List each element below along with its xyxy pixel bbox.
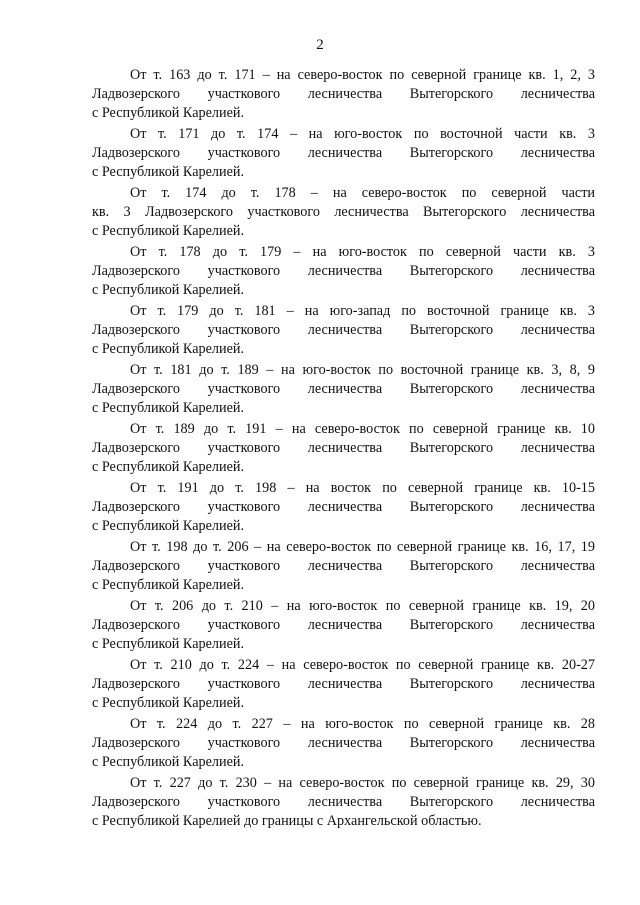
boundary-paragraph [92, 774, 595, 831]
paragraph-line: Ладвозерского участкового лесничества Вытегорского лесничества [92, 381, 595, 397]
paragraph-line: От т. 179 до т. 181 – на юго-запад по восточной границе кв. 3 [130, 303, 595, 319]
document-body [92, 66, 595, 833]
boundary-paragraph [92, 302, 595, 359]
paragraph-line: Ладвозерского участкового лесничества Вытегорского лесничества [92, 617, 595, 633]
paragraph-line: Ладвозерского участкового лесничества Вытегорского лесничества [92, 322, 595, 338]
paragraph-line: От т. 210 до т. 224 – на северо-восток по северной границе кв. 20-27 [130, 657, 595, 673]
boundary-paragraph [92, 479, 595, 536]
paragraph-line: Ладвозерского участкового лесничества Вытегорского лесничества [92, 86, 595, 102]
boundary-paragraph [92, 184, 595, 241]
paragraph-line: От т. 191 до т. 198 – на восток по северной границе кв. 10-15 [130, 480, 595, 496]
paragraph-line: От т. 181 до т. 189 – на юго-восток по восточной границе кв. 3, 8, 9 [130, 362, 595, 378]
paragraph-line: с Республикой Карелией. [92, 223, 245, 239]
paragraph-line: От т. 206 до т. 210 – на юго-восток по северной границе кв. 19, 20 [130, 598, 595, 614]
paragraph-line: с Республикой Карелией. [92, 577, 245, 593]
paragraph-line: кв. 3 Ладвозерского участкового лесничества Вытегорского лесничества [92, 204, 595, 220]
paragraph-line: Ладвозерского участкового лесничества Вытегорского лесничества [92, 145, 595, 161]
page-number: 2 [316, 37, 324, 53]
boundary-paragraph [92, 656, 595, 713]
paragraph-line: Ладвозерского участкового лесничества Вытегорского лесничества [92, 794, 595, 810]
paragraph-line: От т. 224 до т. 227 – на юго-восток по северной границе кв. 28 [130, 716, 595, 732]
paragraph-line: От т. 171 до т. 174 – на юго-восток по восточной части кв. 3 [130, 126, 595, 142]
paragraph-line: От т. 174 до т. 178 – на северо-восток по северной части [130, 185, 595, 201]
paragraph-line: с Республикой Карелией. [92, 459, 245, 475]
paragraph-line: с Республикой Карелией. [92, 695, 245, 711]
boundary-paragraph [92, 715, 595, 772]
paragraph-line: Ладвозерского участкового лесничества Вытегорского лесничества [92, 499, 595, 515]
paragraph-line: Ладвозерского участкового лесничества Вытегорского лесничества [92, 440, 595, 456]
paragraph-line: с Республикой Карелией до границы с Архангельской областью. [92, 813, 482, 829]
boundary-paragraph [92, 538, 595, 595]
paragraph-line: с Республикой Карелией. [92, 518, 245, 534]
paragraph-line: Ладвозерского участкового лесничества Вытегорского лесничества [92, 676, 595, 692]
paragraph-line: От т. 163 до т. 171 – на северо-восток по северной границе кв. 1, 2, 3 [130, 67, 595, 83]
paragraph-line: От т. 198 до т. 206 – на северо-восток по северной границе кв. 16, 17, 19 [130, 539, 595, 555]
paragraph-line: с Республикой Карелией. [92, 636, 245, 652]
paragraph-line: От т. 178 до т. 179 – на юго-восток по северной части кв. 3 [130, 244, 595, 260]
boundary-paragraph [92, 597, 595, 654]
paragraph-line: с Республикой Карелией. [92, 105, 245, 121]
boundary-paragraph [92, 125, 595, 182]
boundary-paragraph [92, 66, 595, 123]
boundary-paragraph [92, 420, 595, 477]
paragraph-line: От т. 189 до т. 191 – на северо-восток по северной границе кв. 10 [130, 421, 595, 437]
paragraph-line: Ладвозерского участкового лесничества Вытегорского лесничества [92, 263, 595, 279]
paragraph-line: Ладвозерского участкового лесничества Вытегорского лесничества [92, 735, 595, 751]
paragraph-line: с Республикой Карелией. [92, 754, 245, 770]
paragraph-line: с Республикой Карелией. [92, 400, 245, 416]
paragraph-line: От т. 227 до т. 230 – на северо-восток по северной границе кв. 29, 30 [130, 775, 595, 791]
paragraph-line: Ладвозерского участкового лесничества Вытегорского лесничества [92, 558, 595, 574]
boundary-paragraph [92, 243, 595, 300]
paragraph-line: с Республикой Карелией. [92, 341, 245, 357]
paragraph-line: с Республикой Карелией. [92, 282, 245, 298]
paragraph-line: с Республикой Карелией. [92, 164, 245, 180]
boundary-paragraph [92, 361, 595, 418]
